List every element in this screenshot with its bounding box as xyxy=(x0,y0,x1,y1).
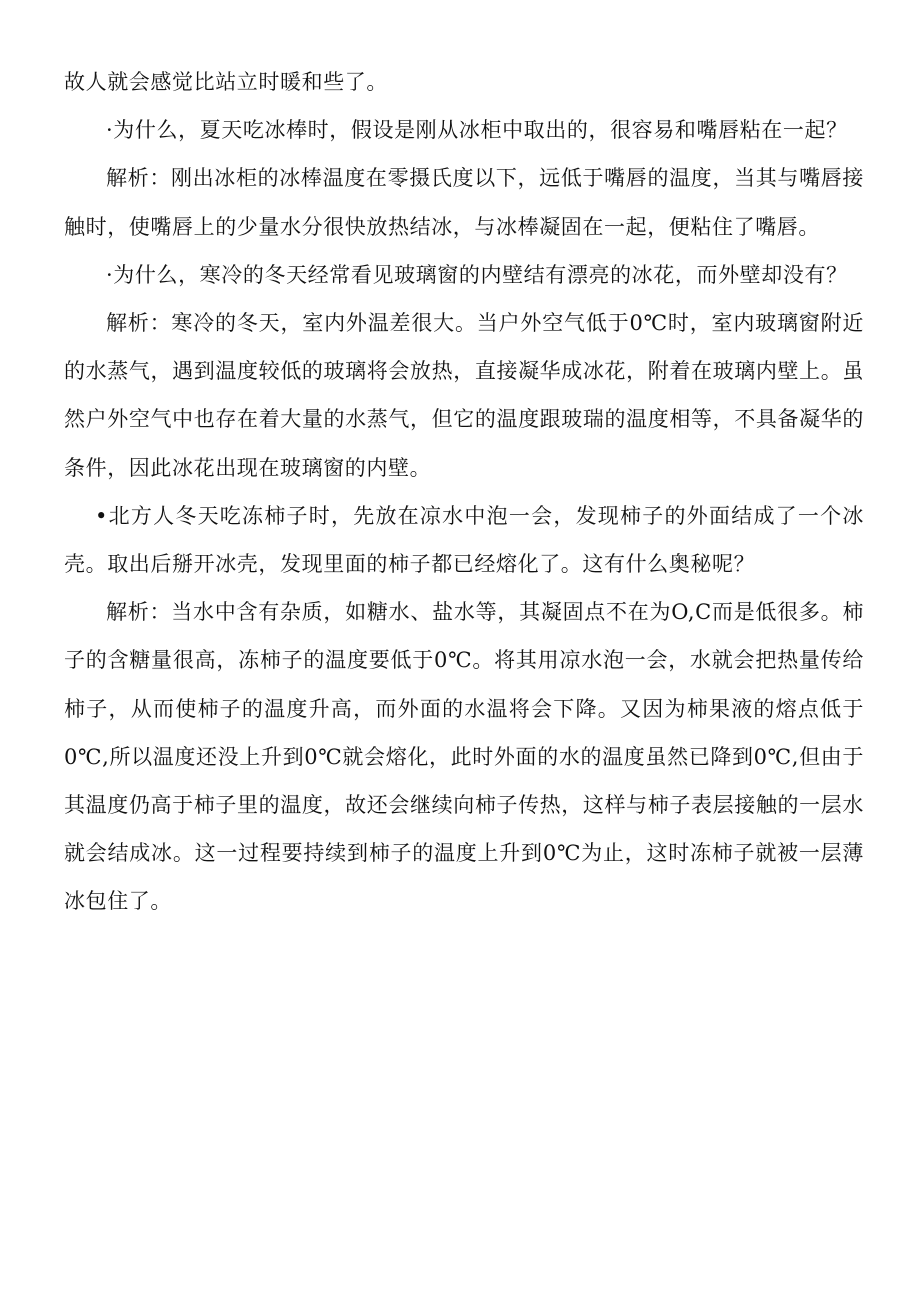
question-popsicle: ·为什么，夏天吃冰棒时，假设是刚从冰柜中取出的，很容易和嘴唇粘在一起？ xyxy=(106,118,848,143)
document-page xyxy=(64,58,864,926)
question-frozen-persimmon: •北方人冬天吃冻柿子时，先放在凉水中泡一会，发现柿子的外面结成了一个冰壳。取出后掰开冰壳，发现里面的柿子都已经熔化了。这有什么奥秘呢？ xyxy=(64,503,864,577)
answer-popsicle: 解析：刚出冰柜的冰棒温度在零摄氏度以下，远低于嘴唇的温度，当其与嘴唇接触时，使嘴唇上的少量水分很快放热结冰，与冰棒凝固在一起，便粘住了嘴唇。 xyxy=(64,166,864,239)
answer-window-frost: 解析：寒冷的冬天，室内外温差很大。当户外空气低于0℃时，室内玻璃窗附近的水蒸气，遇到温度较低的玻璃将会放热，直接凝华成冰花，附着在玻璃内壁上。虽然户外空气中也存在着大量的水蒸气，但它的温度跟玻瑞的温度相等，不具备凝华的条件，因此冰花出现在玻璃窗的内壁。 xyxy=(64,311,864,480)
question-window-frost: ·为什么，寒冷的冬天经常看见玻璃窗的内壁结有漂亮的冰花，而外壁却没有？ xyxy=(106,262,848,287)
paragraph-continuation: 故人就会感觉比站立时暖和些了。 xyxy=(64,70,388,94)
answer-frozen-persimmon: 解析：当水中含有杂质，如糖水、盐水等，其凝固点不在为O,C而是低很多。柿子的含糖量很高，冻柿子的温度要低于0℃。将其用凉水泡一会，水就会把热量传给柿子，从而使柿子的温度升高，而外面的水温将会下降。又因为柿果液的熔点低于0℃,所以温度还没上升到0℃就会熔化，此时外面的水的温度虽然已降到0℃,但由于其温度仍高于柿子里的温度，故还会继续向柿子传热，这样与柿子表层接触的一层水就会结成冰。这一过程要持续到柿子的温度上升到0℃为止，这时冻柿子就被一层薄冰包住了。 xyxy=(64,600,864,914)
